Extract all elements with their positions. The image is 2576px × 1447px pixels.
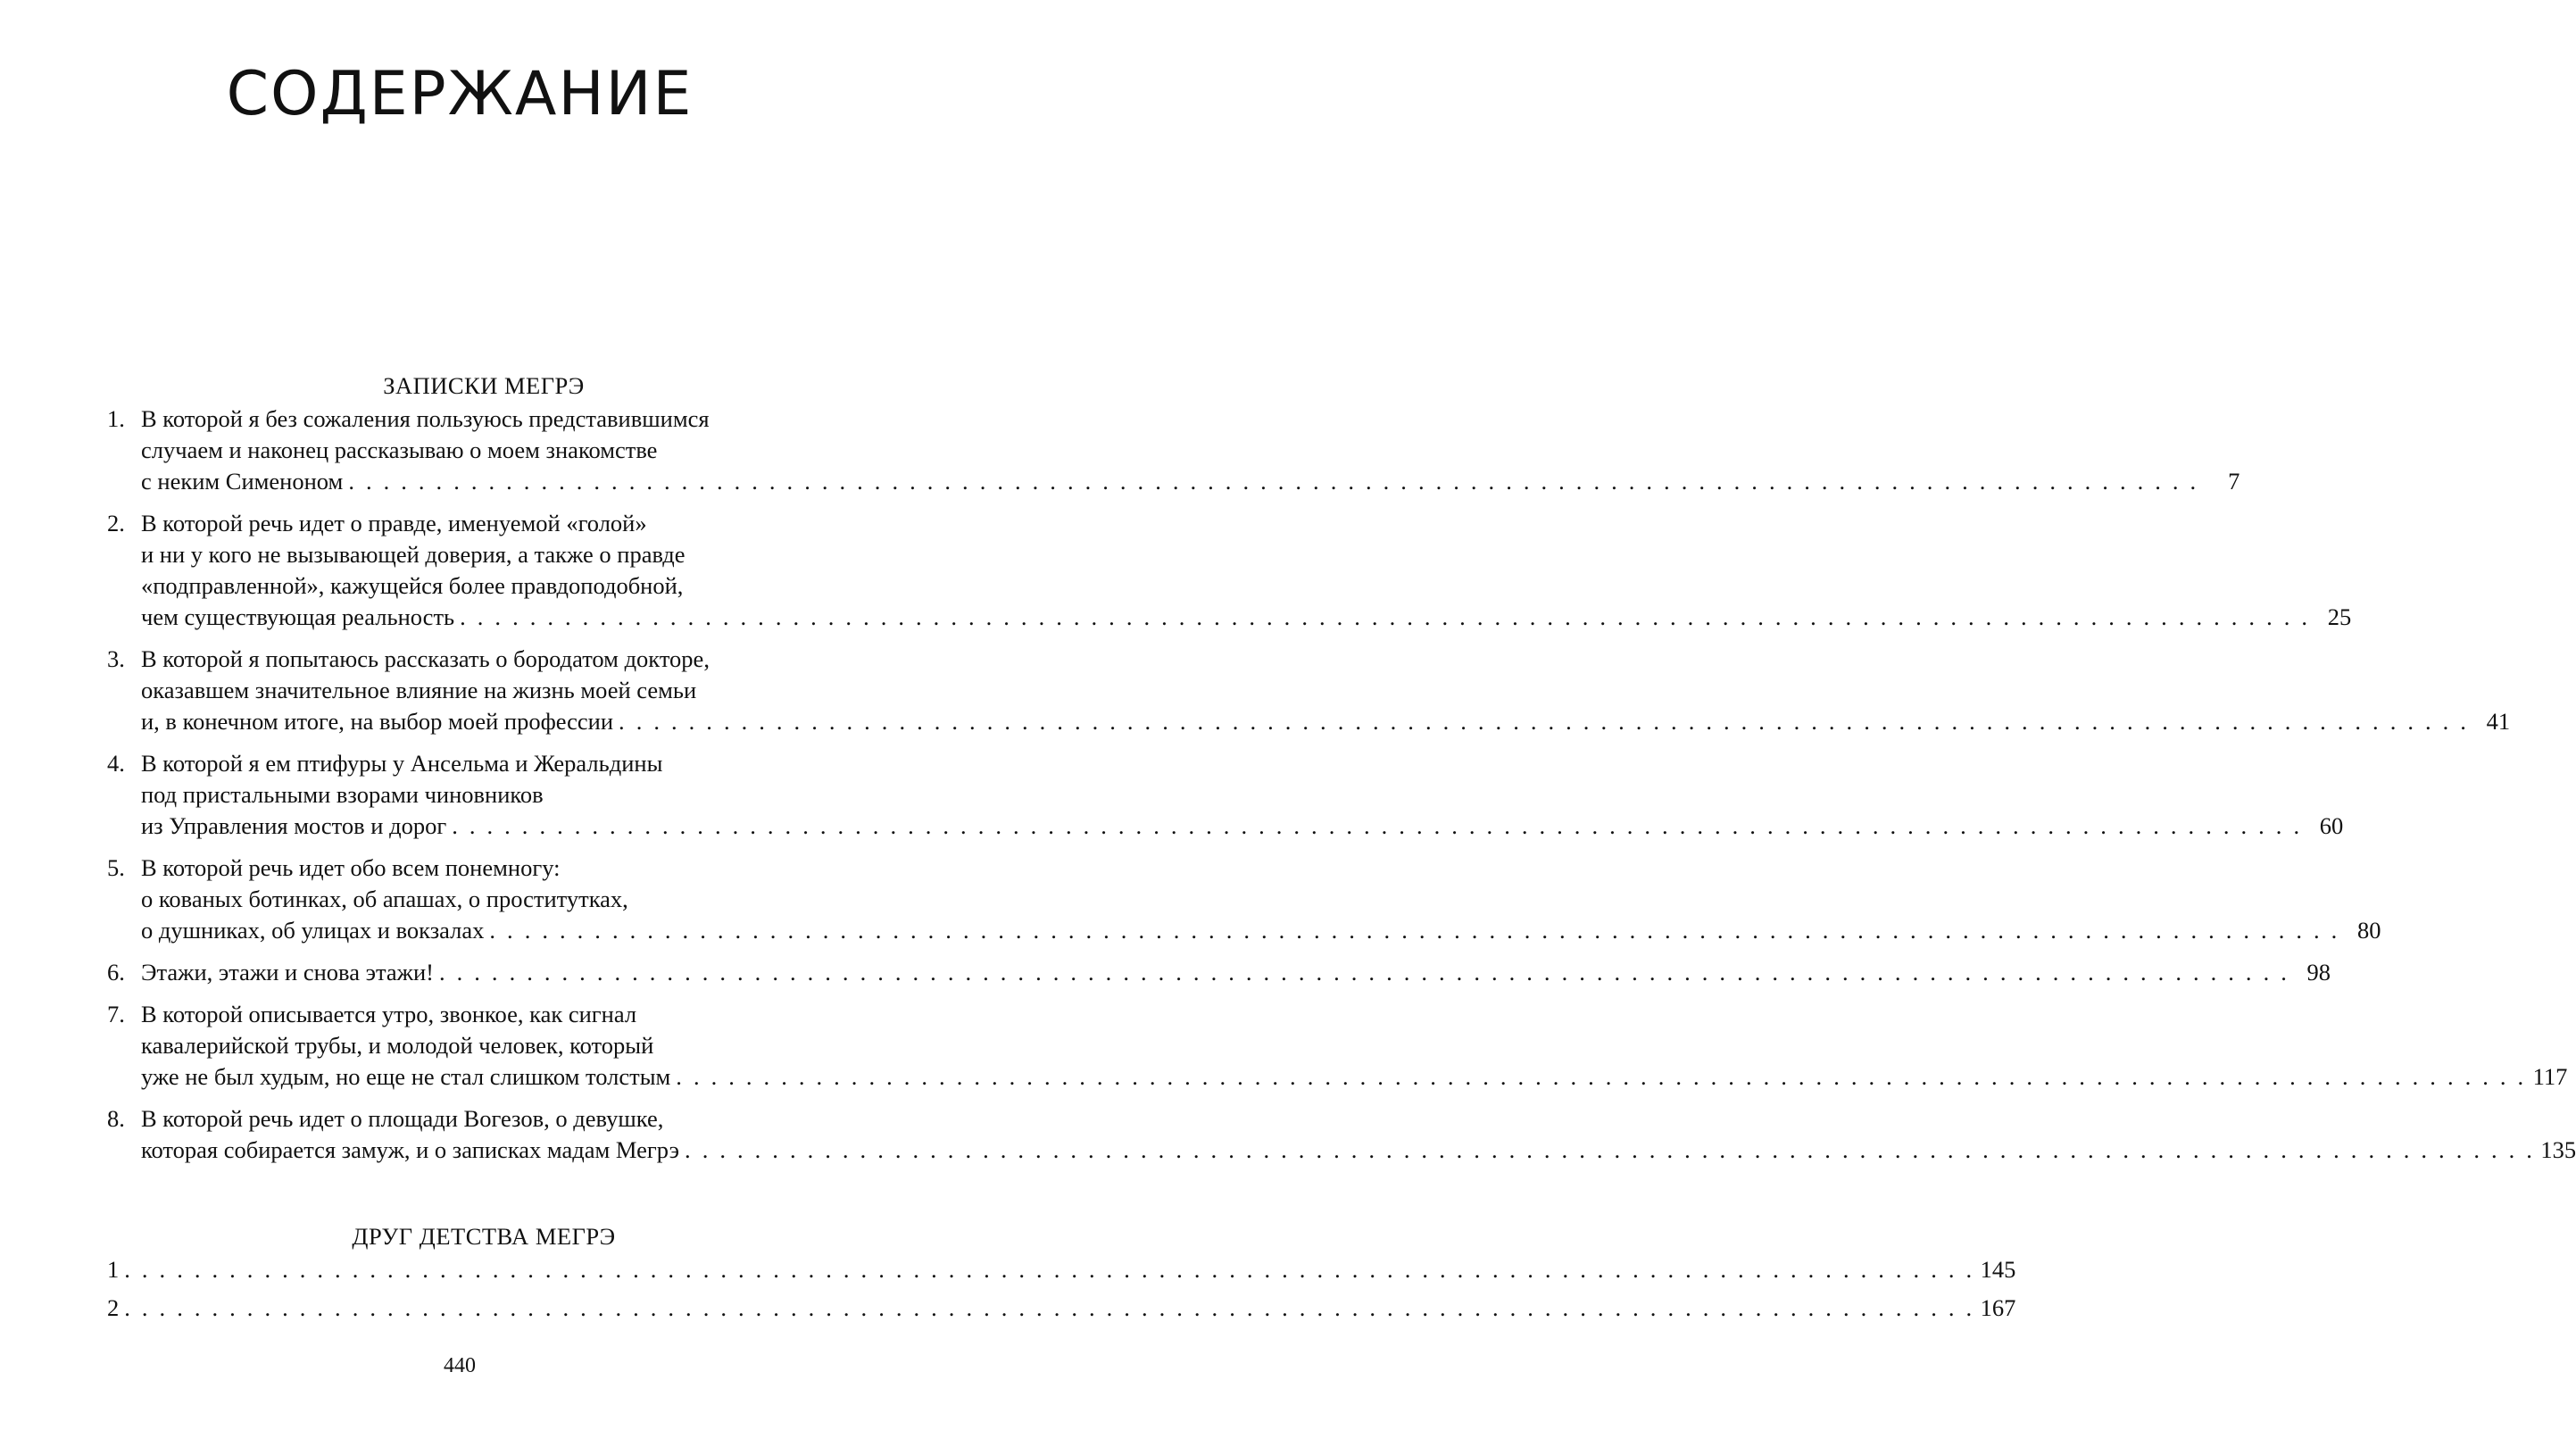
page-ref: 80 [2356, 917, 2381, 944]
entry-line: оказавшем значительное влияние на жизнь моей семьи [141, 677, 697, 703]
toc-entry-7[interactable] [107, 999, 2568, 1093]
entry-line: кавалерийской трубы, и молодой человек, который [141, 1032, 654, 1059]
entry-number: 3. [107, 645, 125, 672]
entry-line: и ни у кого не вызывающей доверия, а также о правде [141, 541, 686, 568]
dot-leader [619, 706, 2469, 737]
toc-entry-1[interactable] [107, 403, 2240, 497]
page-ref: 25 [2327, 603, 2352, 630]
dot-leader [439, 957, 2289, 988]
section-drug-detstva-megre [107, 1221, 2016, 1324]
dot-leader [685, 1135, 2535, 1166]
toc-entry-6[interactable] [107, 957, 2331, 988]
page-ref: 98 [2306, 959, 2331, 985]
table-of-contents [107, 370, 2576, 1331]
dot-leader [124, 1254, 1974, 1285]
dot-leader [124, 1293, 1974, 1324]
dot-leader [348, 466, 2198, 497]
entry-number: 1. [107, 405, 125, 432]
toc-entry-4[interactable] [107, 748, 2344, 842]
entry-line: В которой я ем птифуры у Ансельма и Жеральдины [141, 750, 663, 777]
toc-entry-chapter-2[interactable] [107, 1293, 2016, 1324]
section-heading: ЗАПИСКИ МЕГРЭ [383, 372, 585, 399]
section-heading: ДРУГ ДЕТСТВА МЕГРЭ [352, 1223, 616, 1250]
dot-leader [460, 602, 2310, 633]
entry-line: под пристальными взорами чиновников [141, 781, 544, 808]
entry-line: «подправленной», кажущейся более правдоподобной, [141, 572, 684, 599]
page-number: 440 [444, 1354, 476, 1377]
entry-line: В которой я попытаюсь рассказать о бородатом докторе, [141, 645, 710, 672]
entry-line: чем существующая реальность [141, 603, 455, 630]
entry-number: 2 [107, 1294, 120, 1321]
entry-line: с неким Сименоном [141, 468, 344, 495]
dot-leader [452, 811, 2302, 842]
entry-line: В которой я без сожаления пользуюсь представившимся [141, 405, 710, 432]
entry-line: В которой речь идет о площади Вогезов, о девушке, [141, 1105, 664, 1132]
entry-number: 6. [107, 959, 125, 985]
dot-leader [676, 1061, 2526, 1093]
toc-entry-8[interactable] [107, 1103, 2576, 1166]
toc-entry-5[interactable] [107, 852, 2381, 946]
entry-line: и, в конечном итоге, на выбор моей профессии [141, 708, 614, 735]
entry-number: 1 [107, 1256, 120, 1283]
page-ref: 167 [1980, 1294, 2016, 1321]
page-ref: 117 [2532, 1063, 2568, 1090]
entry-line: уже не был худым, но еще не стал слишком толстым [141, 1063, 671, 1090]
page-ref: 7 [2228, 468, 2240, 495]
entry-line: из Управления мостов и дорог [141, 812, 447, 839]
entry-line: В которой речь идет обо всем понемногу: [141, 854, 561, 881]
page-ref: 135 [2540, 1136, 2576, 1163]
page-ref: 60 [2319, 812, 2344, 839]
entry-line: В которой описывается утро, звонкое, как сигнал [141, 1001, 637, 1027]
page-title: СОДЕРЖАНИЕ [226, 59, 694, 129]
toc-entry-chapter-1[interactable] [107, 1254, 2016, 1285]
dot-leader [489, 915, 2339, 946]
entry-line: Этажи, этажи и снова этажи! [141, 959, 434, 985]
entry-number: 8. [107, 1105, 125, 1132]
page-ref: 41 [2486, 708, 2511, 735]
entry-line: В которой речь идет о правде, именуемой «голой» [141, 510, 647, 536]
section-zapiski-megre [107, 370, 2576, 1166]
entry-number: 5. [107, 854, 125, 881]
page-ref: 145 [1980, 1256, 2016, 1283]
entry-line: о душниках, об улицах и вокзалах [141, 917, 485, 944]
entry-number: 2. [107, 510, 125, 536]
entry-number: 7. [107, 1001, 125, 1027]
entry-number: 4. [107, 750, 125, 777]
entry-line: случаем и наконец рассказываю о моем знакомстве [141, 437, 658, 463]
toc-entry-2[interactable] [107, 508, 2352, 633]
entry-line: о кованых ботинках, об апашах, о проститутках, [141, 886, 628, 912]
toc-entry-3[interactable] [107, 644, 2511, 737]
entry-line: которая собирается замуж, и о записках мадам Мегрэ [141, 1136, 680, 1163]
